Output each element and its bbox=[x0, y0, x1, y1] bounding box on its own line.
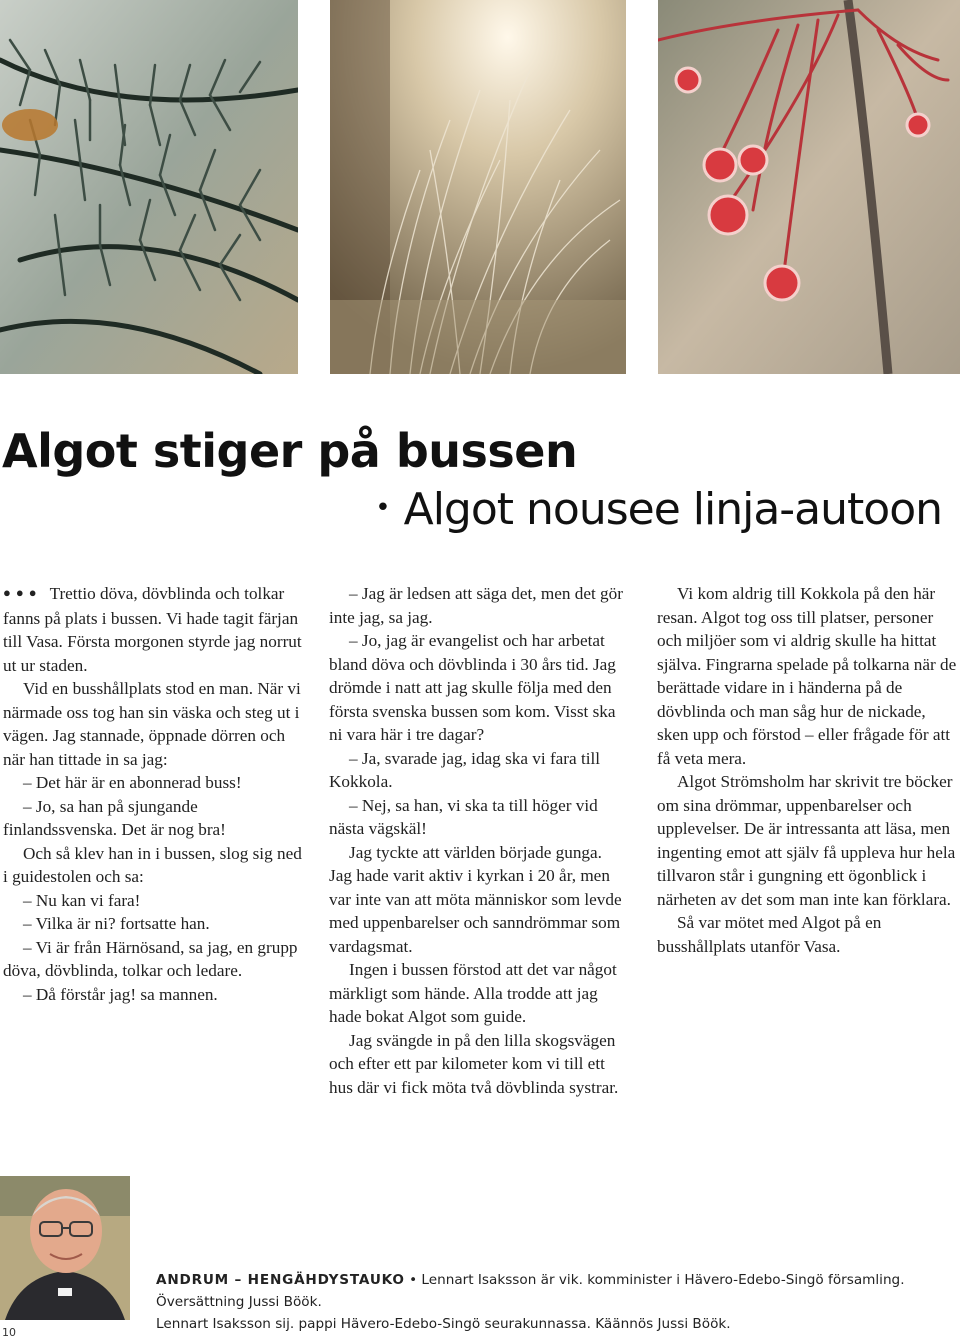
paragraph: – Då förstår jag! sa mannen. bbox=[23, 984, 218, 1004]
paragraph: – Jag är ledsen att säga det, men det gör inte jag, sa jag. bbox=[329, 584, 623, 627]
title-bullet: • bbox=[375, 493, 390, 523]
paragraph: Jag svängde in på den lilla skogsvägen och efter ett par kilometer kom vi till ett hus där vi fick möta två dövblinda systrar. bbox=[329, 1030, 619, 1097]
article-column-3 bbox=[657, 582, 957, 958]
photo-frosted-berries bbox=[658, 0, 960, 374]
paragraph: Och så klev han in i bussen, slog sig ned i guidestolen och sa: bbox=[3, 843, 302, 886]
paragraph: – Vi är från Härnösand, sa jag, en grupp döva, dövblinda, tolkar och ledare. bbox=[3, 937, 298, 980]
paragraph: Ingen i bussen förstod att det var något märkligt som hände. Alla trodde att jag hade bokat Algot som guide. bbox=[329, 960, 617, 1026]
section-dots-icon: ●●● bbox=[3, 585, 42, 600]
title-finnish-text: Algot nousee linja-autoon bbox=[403, 484, 942, 535]
byline-line-2 bbox=[156, 1313, 946, 1335]
paragraph: – Det här är en abonnerad buss! bbox=[23, 773, 242, 792]
title-swedish: Algot stiger på bussen bbox=[2, 424, 578, 478]
page-number: 10 bbox=[2, 1326, 16, 1339]
paragraph: – Jo, jag är evangelist och har arbetat bland döva och dövblinda i 30 års tid. Jag drömde i natt att jag skulle följa med den första svenska bussen som kom. Visst ska ni vara här i tre dagar? bbox=[329, 631, 616, 744]
paragraph: – Ja, svarade jag, idag ska vi fara till Kokkola. bbox=[329, 748, 601, 791]
byline-heading: ANDRUM – HENGÄHDYSTAUKO bbox=[156, 1272, 405, 1288]
byline-swedish: Lennart Isaksson är vik. komminister i Hävero-Edebo-Singö församling. Översättning Jussi Böök. bbox=[156, 1272, 905, 1310]
paragraph: Jag tyckte att världen började gunga. Jag hade varit aktiv i kyrkan i 20 år, men var inte van att möta människor som levde med uppenbarelser och sanndrömmar som vardagsmat. bbox=[329, 842, 622, 956]
photo-frosted-grass bbox=[330, 0, 626, 374]
byline-finnish: Lennart Isaksson sij. pappi Hävero-Edebo-Singö seurakunnassa. Käännös Jussi Böök. bbox=[156, 1316, 731, 1332]
article-column-2 bbox=[329, 582, 629, 1099]
paragraph: – Nej, sa han, vi ska ta till höger vid nästa vägskäl! bbox=[329, 795, 598, 838]
paragraph: Algot Strömsholm har skrivit tre böcker om sina drömmar, uppenbarelser och upplevelser. De är intressanta att läsa, men ingenting emot att själv få uppleva hur hela tillvaron står i gungning ett ögonblick i närheten av det som man inte kan förklara. bbox=[657, 772, 956, 909]
author-portrait bbox=[0, 1176, 130, 1320]
paragraph: Så var mötet med Algot på en busshållplats utanför Vasa. bbox=[657, 913, 882, 956]
byline-line-1: ANDRUM – HENGÄHDYSTAUKO • Lennart Isaksson är vik. komminister i Hävero-Edebo-Singö församling. Översättning Jussi Böök. bbox=[156, 1272, 905, 1310]
paragraph: Vid en busshållplats stod en man. När vi närmade oss tog han sin väska och steg ut i vägen. Jag stannade, öppnade dörren och när han tittade in sa jag: bbox=[3, 679, 301, 769]
photo-frosted-spruce bbox=[0, 0, 298, 374]
paragraph: – Nu kan vi fara! bbox=[23, 890, 141, 910]
paragraph: – Vilka är ni? fortsatte han. bbox=[23, 914, 210, 933]
title-finnish bbox=[375, 484, 942, 535]
paragraph: ●●● Trettio döva, dövblinda och tolkar fanns på plats i bussen. Vi hade tagit färjan till Vasa. Första morgonen styrde jag norrut ut ur staden. bbox=[3, 584, 302, 675]
article-column-1 bbox=[3, 582, 303, 1006]
paragraph: – Jo, sa han på sjungande finlandssvenska. Det är nog bra! bbox=[3, 796, 226, 839]
byline bbox=[156, 1269, 946, 1335]
paragraph: Vi kom aldrig till Kokkola på den här resan. Algot tog oss till platser, personer och miljöer som vi aldrig skulle ha hittat själva. Fingrarna spelade på tolkarna när de berättade vidare in i händerna på de dövblinda och man såg hur de nickade, sken upp och förstod – eller frågade för att få veta mera. bbox=[657, 584, 957, 768]
